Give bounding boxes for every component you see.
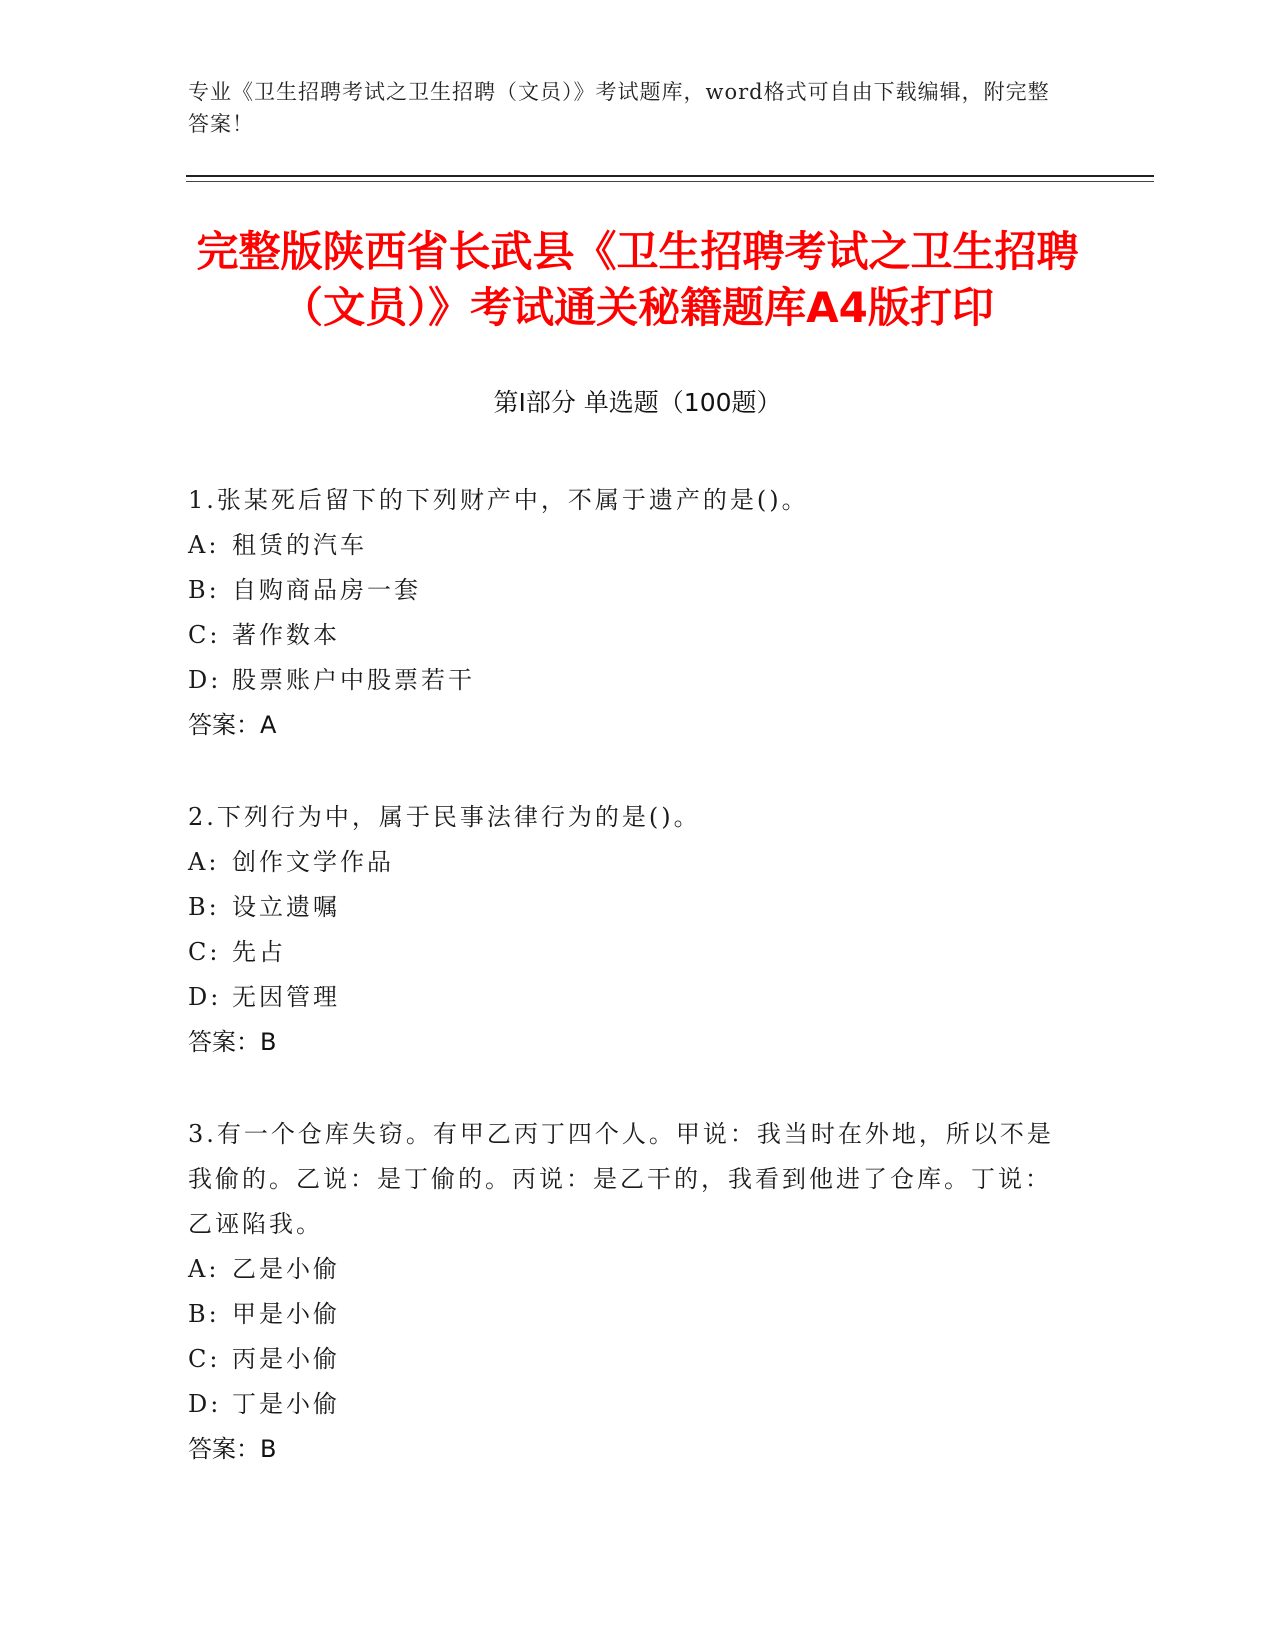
question-stem xyxy=(188,795,1068,840)
option-a xyxy=(188,1247,1068,1292)
option-d xyxy=(188,658,1068,703)
question-stem xyxy=(188,478,1068,523)
option-key: B: xyxy=(188,1300,220,1328)
header-rule-thick xyxy=(186,175,1154,177)
question-1 xyxy=(188,478,1068,748)
question-3 xyxy=(188,1112,1068,1472)
option-c xyxy=(188,930,1068,975)
answer-line xyxy=(188,1427,1068,1472)
option-key: B: xyxy=(188,576,220,604)
option-text: 无因管理 xyxy=(232,983,340,1011)
option-key: A: xyxy=(188,848,220,876)
option-key: D: xyxy=(188,666,222,694)
question-number: 1 . xyxy=(188,486,217,514)
option-text: 设立遗嘱 xyxy=(232,893,340,921)
answer-label: 答案： xyxy=(188,1435,260,1463)
option-text: 甲是小偷 xyxy=(232,1300,340,1328)
option-c xyxy=(188,1337,1068,1382)
question-text: 下列行为中，属于民事法律行为的是()。 xyxy=(216,803,701,831)
option-a xyxy=(188,523,1068,568)
option-d xyxy=(188,1382,1068,1427)
option-b xyxy=(188,568,1068,613)
answer-value: B xyxy=(260,1028,277,1056)
option-key: A: xyxy=(188,1255,220,1283)
option-text: 先占 xyxy=(232,938,286,966)
answer-label: 答案： xyxy=(188,1028,260,1056)
section-heading: 第Ⅰ部分 单选题（100题） xyxy=(493,388,782,417)
question-number: 3 . xyxy=(188,1120,217,1148)
question-2 xyxy=(188,795,1068,1065)
option-text: 股票账户中股票若干 xyxy=(232,666,475,694)
question-list xyxy=(188,478,1068,1519)
option-key: A: xyxy=(188,531,220,559)
option-key: D: xyxy=(188,983,222,1011)
header-rule-thin xyxy=(186,181,1154,182)
answer-label: 答案： xyxy=(188,711,260,739)
question-number: 2 . xyxy=(188,803,217,831)
option-text: 著作数本 xyxy=(232,621,340,649)
question-text: 张某死后留下的下列财产中，不属于遗产的是()。 xyxy=(216,486,809,514)
option-text: 丙是小偷 xyxy=(232,1345,340,1373)
question-text: 有一个仓库失窃。有甲乙丙丁四个人。甲说：我当时在外地，所以不是我偷的。乙说：是丁偷的。丙说：是乙干的，我看到他进了仓库。丁说：乙诬陷我。 xyxy=(188,1120,1054,1238)
option-key: C: xyxy=(188,938,221,966)
header-note: 专业《卫生招聘考试之卫生招聘（文员）》考试题库，word格式可自由下载编辑，附完整答案！ xyxy=(188,80,1050,136)
option-text: 自购商品房一套 xyxy=(232,576,421,604)
answer-value: B xyxy=(260,1435,277,1463)
option-key: C: xyxy=(188,1345,221,1373)
option-d xyxy=(188,975,1068,1020)
option-text: 丁是小偷 xyxy=(232,1390,340,1418)
option-text: 租赁的汽车 xyxy=(232,531,367,559)
answer-line xyxy=(188,703,1068,748)
question-stem xyxy=(188,1112,1068,1247)
option-a xyxy=(188,840,1068,885)
option-text: 乙是小偷 xyxy=(232,1255,340,1283)
option-c xyxy=(188,613,1068,658)
answer-line xyxy=(188,1020,1068,1065)
option-key: D: xyxy=(188,1390,222,1418)
document-title: 完整版陕西省长武县《卫生招聘考试之卫生招聘（文员）》考试通关秘籍题库A4版打印 xyxy=(196,227,1079,332)
option-text: 创作文学作品 xyxy=(232,848,394,876)
answer-value: A xyxy=(260,711,277,739)
option-b xyxy=(188,885,1068,930)
option-key: C: xyxy=(188,621,221,649)
option-key: B: xyxy=(188,893,220,921)
option-b xyxy=(188,1292,1068,1337)
